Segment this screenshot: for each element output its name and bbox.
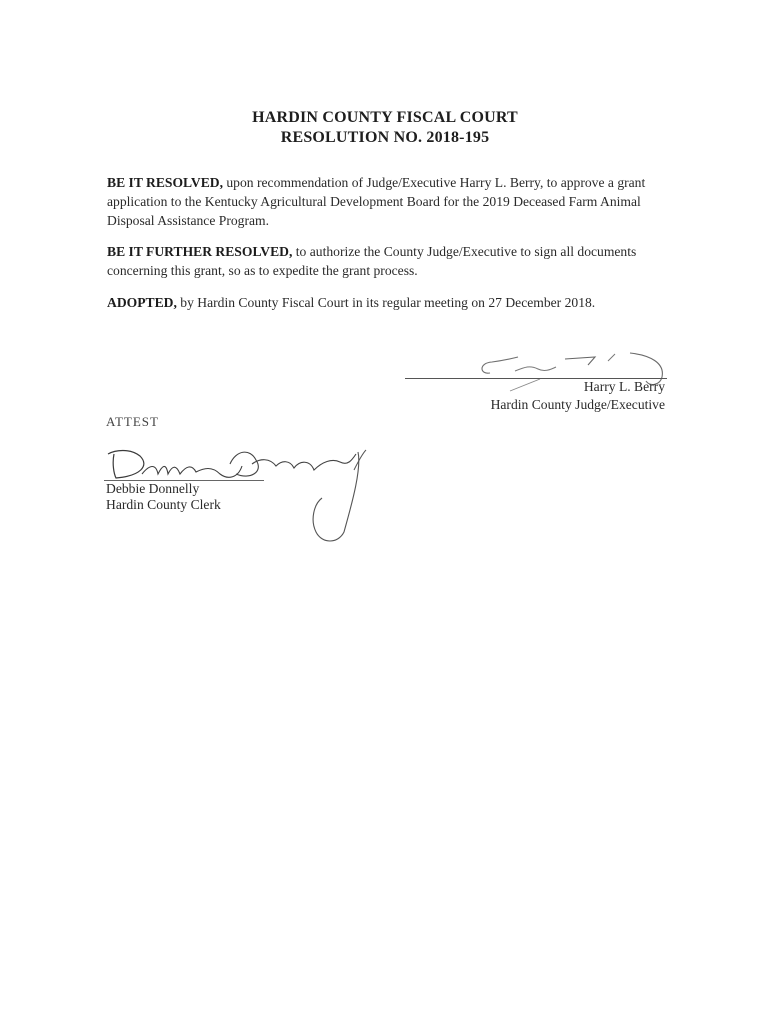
paragraph-resolved-text: upon recommendation of Judge/Executive Harry L. Berry, to approve a grant application to the Kentucky Agricultural Development Board for the 2019 Deceased Farm Animal Disposal Assistance Program. — [107, 175, 646, 228]
clerk-name: Debbie Donnelly — [106, 481, 200, 496]
paragraph-resolved — [107, 173, 672, 230]
paragraph-further-resolved-text: to authorize the County Judge/Executive to sign all documents concerning this grant, so as to expedite the grant process. — [107, 244, 637, 278]
court-title: HARDIN COUNTY FISCAL COURT — [252, 109, 518, 126]
paragraph-further-resolved-lead: BE IT FURTHER RESOLVED, — [107, 244, 293, 259]
paragraph-further-resolved — [107, 242, 672, 280]
resolution-number: RESOLUTION NO. 2018-195 — [280, 129, 490, 146]
paragraph-adopted-lead: ADOPTED, — [107, 295, 177, 310]
attest-label: ATTEST — [106, 414, 159, 429]
judge-title: Hardin County Judge/Executive — [490, 397, 665, 412]
judge-name: Harry L. Berry — [583, 379, 665, 394]
clerk-title: Hardin County Clerk — [106, 497, 221, 512]
paragraph-adopted-text: by Hardin County Fiscal Court in its regular meeting on 27 December 2018. — [176, 295, 596, 310]
paragraph-resolved-lead: BE IT RESOLVED, — [107, 175, 223, 190]
paragraph-adopted — [107, 293, 672, 312]
